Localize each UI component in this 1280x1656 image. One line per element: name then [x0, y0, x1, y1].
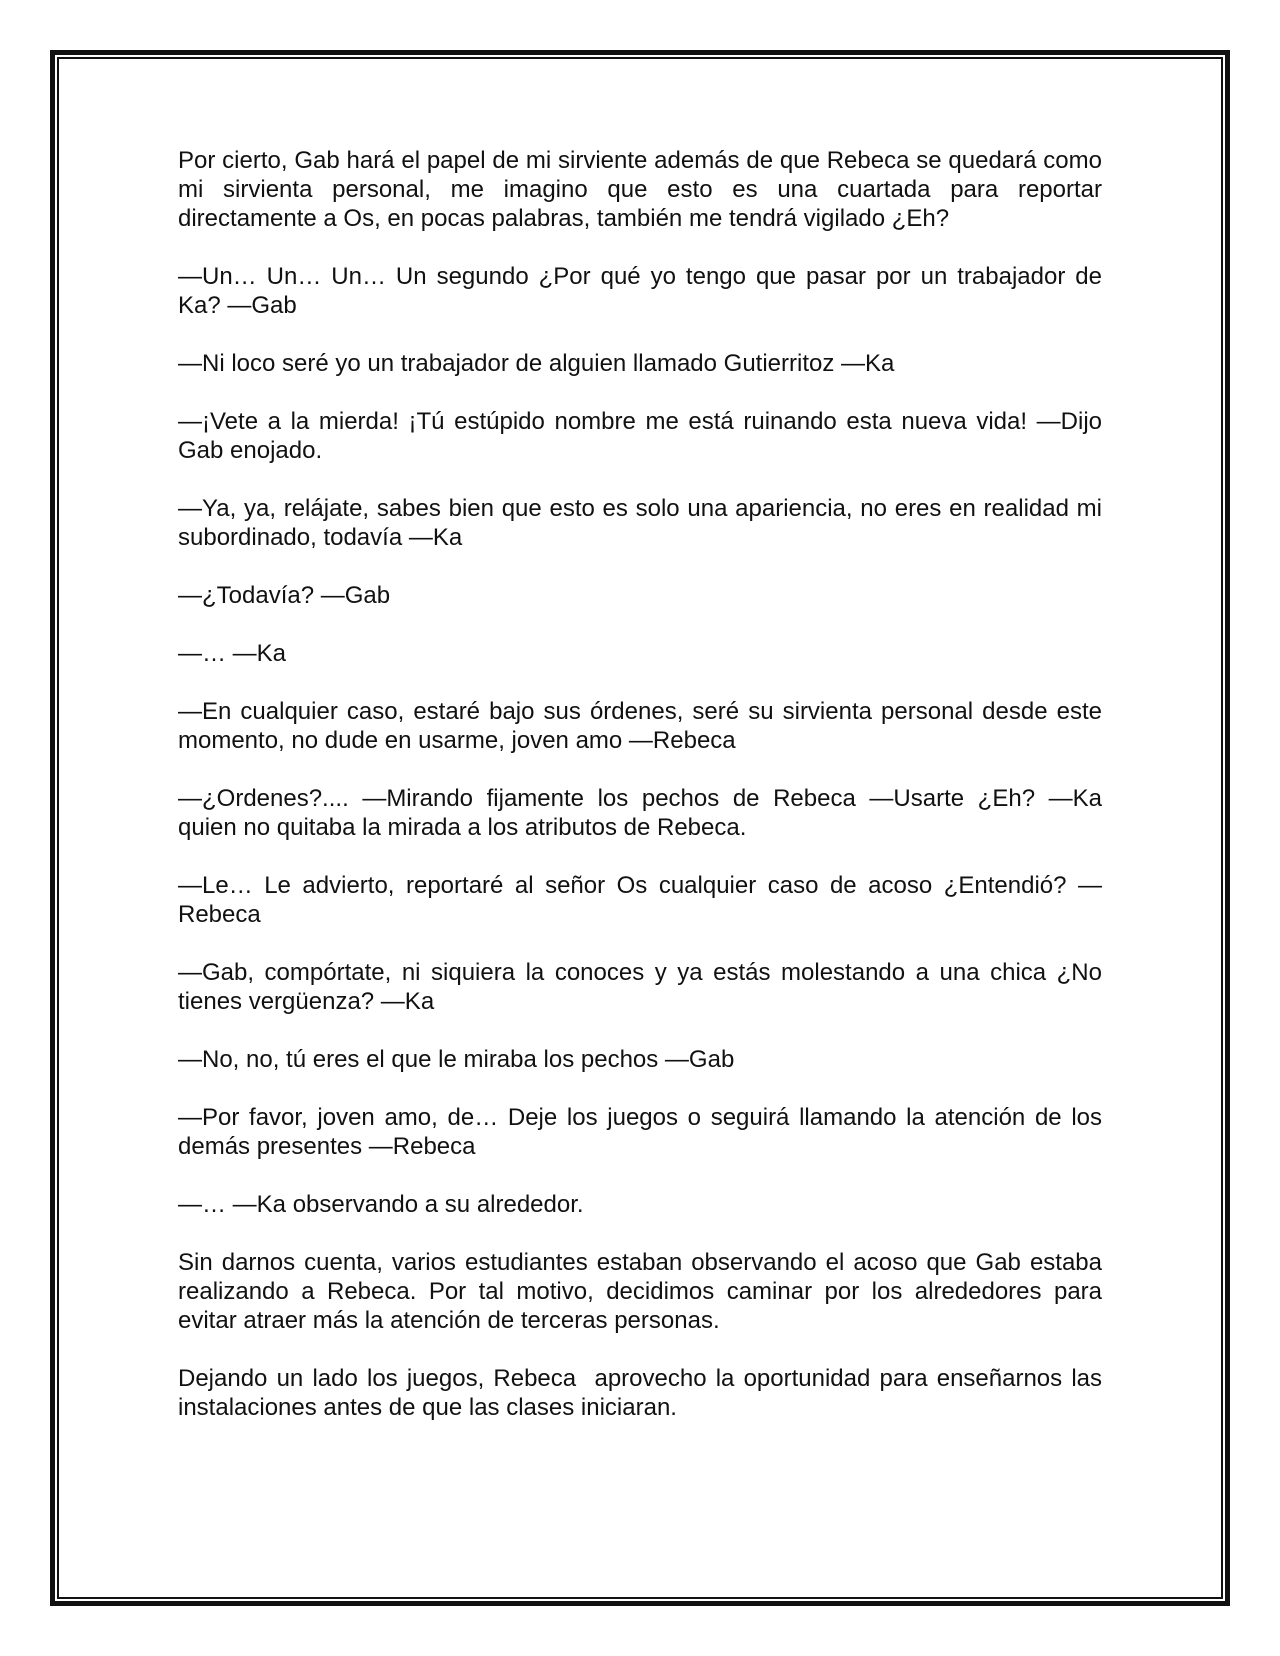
paragraph: Sin darnos cuenta, varios estudiantes estaban observando el acoso que Gab estaba realizando a Rebeca. Por tal motivo, decidimos caminar por los alrededores para evitar atraer más la atención de terceras personas. — [178, 1249, 1109, 1334]
paragraph: —Por favor, joven amo, de… Deje los juegos o seguirá llamando la atención de los demás presentes —Rebeca — [178, 1104, 1109, 1160]
paragraph: —Ni loco seré yo un trabajador de alguien llamado Gutierritoz —Ka — [178, 350, 895, 377]
paragraph: Dejando un lado los juegos, Rebeca aprovecho la oportunidad para enseñarnos las instalaciones antes de que las clases iniciaran. — [178, 1365, 1109, 1421]
paragraph: Por cierto, Gab hará el papel de mi sirviente además de que Rebeca se quedará como mi sirvienta personal, me imagino que esto es una cuartada para reportar directamente a Os, en pocas palabras, también me tendrá vigilado ¿Eh? — [178, 147, 1109, 232]
paragraph: —¿Todavía? —Gab — [178, 582, 391, 609]
paragraph: —Gab, compórtate, ni siquiera la conoces y ya estás molestando a una chica ¿No tienes vergüenza? —Ka — [178, 959, 1109, 1015]
paragraph: —En cualquier caso, estaré bajo sus órdenes, seré su sirvienta personal desde este momento, no dude en usarme, joven amo —Rebeca — [178, 698, 1109, 754]
paragraph: —… —Ka observando a su alrededor. — [178, 1191, 584, 1218]
paragraph: —¡Vete a la mierda! ¡Tú estúpido nombre me está ruinando esta nueva vida! —Dijo Gab enojado. — [178, 408, 1109, 464]
document-body — [178, 146, 1109, 1451]
paragraph: —Un… Un… Un… Un segundo ¿Por qué yo tengo que pasar por un trabajador de Ka? —Gab — [178, 263, 1109, 319]
paragraph: —Le… Le advierto, reportaré al señor Os cualquier caso de acoso ¿Entendió? —Rebeca — [178, 872, 1102, 928]
paragraph: —Ya, ya, relájate, sabes bien que esto es solo una apariencia, no eres en realidad mi subordinado, todavía —Ka — [178, 495, 1109, 551]
paragraph: —No, no, tú eres el que le miraba los pechos —Gab — [178, 1046, 735, 1073]
paragraph: —¿Ordenes?.... —Mirando fijamente los pechos de Rebeca —Usarte ¿Eh? —Ka quien no quitaba la mirada a los atributos de Rebeca. — [178, 785, 1109, 841]
paragraph: —… —Ka — [178, 640, 287, 667]
